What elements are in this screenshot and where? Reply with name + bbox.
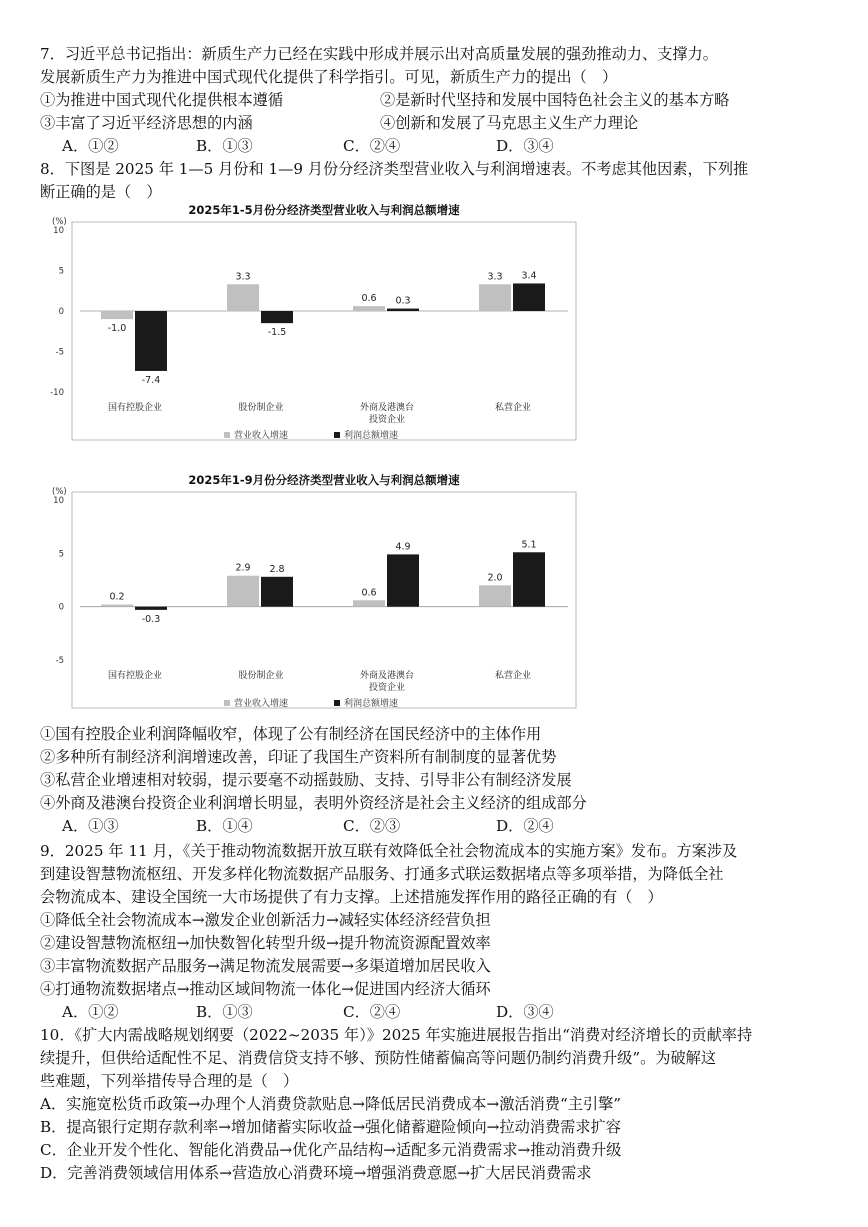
chart0-legend-swatch-0 (224, 432, 230, 438)
q7-option-b[interactable]: B．①③ (196, 137, 253, 155)
chart0-y-tick-0: 10 (53, 226, 64, 236)
chart0-x-tick-1: 股份制企业 (238, 403, 284, 413)
chart0-data-label-0-2: 0.6 (361, 293, 377, 305)
chart1-data-label-0-0: 0.2 (109, 591, 125, 603)
chart0-x-tick-0: 国有控股企业 (107, 403, 163, 413)
q10-stem-line-2: 续提升，但供给适配性不足、消费信贷支持不够、预防性储蓄偏高等问题仍制约消费升级”。为破解这 (40, 1049, 717, 1067)
q10-stem-line-1: 10．《扩大内需战略规划纲要（2022~2035 年）》2025 年实施进展报告指出“消费对经济增长的贡献率持 (40, 1026, 753, 1044)
chart0-bar-0-1 (227, 284, 259, 311)
chart1-legend-swatch-1 (334, 700, 340, 706)
chart1-bar-1-1 (261, 577, 293, 607)
q10-option-c[interactable]: C．企业开发个性化、智能化消费品→优化产品结构→适配多元消费需求→推动消费升级 (40, 1141, 622, 1159)
q9-stem-line-3: 会物流成本、建设全国统一大市场提供了有力支撑。上述措施发挥作用的路径正确的有（ ） (40, 888, 663, 906)
chart1-legend-swatch-0 (224, 700, 230, 706)
q9-option-a[interactable]: A．①② (62, 1003, 119, 1021)
chart0-x-tick-3: 私营企业 (494, 403, 532, 413)
chart0-data-label-1-0: -7.4 (141, 374, 161, 386)
q10-option-a[interactable]: A．实施宽松货币政策→办理个人消费贷款贴息→降低居民消费成本→激活消费“主引擎” (40, 1095, 622, 1113)
chart1-x-tick-3: 私营企业 (494, 671, 532, 681)
chart1-bar-0-2 (353, 600, 385, 606)
chart1-y-tick-3: -5 (55, 656, 64, 666)
q8-option-a[interactable]: A．①③ (62, 817, 119, 835)
chart0-bar-0-0 (101, 311, 133, 319)
chart0-data-label-0-0: -1.0 (107, 323, 127, 335)
chart-jan-may (40, 200, 580, 456)
q7-statement-1: ①为推进中国式现代化提供根本遵循 (40, 91, 283, 109)
chart0-y-tick-2: 0 (58, 307, 64, 317)
chart0-y-tick-3: -5 (55, 347, 64, 358)
chart0-title: 2025年1-5月份分经济类型营业收入与利润总额增速 (188, 203, 460, 217)
chart0-y-unit-label: (%) (52, 217, 67, 227)
chart1-x-tick-2: 外商及港澳台 (359, 671, 415, 681)
chart1-x-tick-0: 国有控股企业 (107, 671, 163, 681)
chart0-data-label-0-3: 3.3 (487, 271, 503, 283)
chart1-bar-0-3 (479, 585, 511, 606)
q7-stem-line-2: 发展新质生产力为推进中国式现代化提供了科学指引。可见，新质生产力的提出（ ） (40, 68, 618, 86)
chart1-title: 2025年1-9月份分经济类型营业收入与利润总额增速 (188, 473, 460, 487)
chart1-legend-label-0: 营业收入增速 (234, 699, 289, 709)
chart1-y-tick-0: 10 (53, 496, 64, 506)
chart0-data-label-1-2: 0.3 (395, 295, 411, 307)
q9-statement-1: ①降低全社会物流成本→激发企业创新活力→减轻实体经济经营负担 (40, 911, 491, 929)
q8-option-b[interactable]: B．①④ (196, 817, 253, 835)
chart0-x-tick-line2-2: 投资企业 (368, 415, 406, 425)
chart1-bar-1-3 (513, 552, 545, 606)
q9-stem-line-1: 9．2025 年 11 月，《关于推动物流数据开放互联有效降低全社会物流成本的实施方案》发布。方案涉及 (40, 842, 738, 860)
q9-statement-3: ③丰富物流数据产品服务→满足物流发展需要→多渠道增加居民收入 (40, 957, 491, 975)
q8-statement-3: ③私营企业增速相对较弱，提示要毫不动摇鼓励、支持、引导非公有制经济发展 (40, 771, 572, 789)
chart0-y-tick-4: -10 (50, 388, 64, 398)
q7-stem-line-1: 7．习近平总书记指出：新质生产力已经在实践中形成并展示出对高质量发展的强劲推动力、支撑力。 (40, 45, 718, 63)
q7-option-c[interactable]: C．②④ (343, 137, 401, 155)
chart1-bar-1-2 (387, 554, 419, 606)
chart1-y-tick-2: 0 (58, 602, 64, 613)
q9-option-b[interactable]: B．①③ (196, 1003, 253, 1021)
chart1-bar-1-0 (135, 607, 167, 610)
chart1-data-label-0-2: 0.6 (361, 587, 377, 599)
chart0-data-label-0-1: 3.3 (235, 271, 251, 283)
chart0-bar-1-0 (135, 311, 167, 371)
q8-stem-line-1: 8．下图是 2025 年 1—5 月份和 1—9 月份分经济类型营业收入与利润增速表。不考虑其他因素，下列推 (40, 160, 749, 178)
q9-statement-4: ④打通物流数据堵点→推动区域间物流一体化→促进国内经济大循环 (40, 980, 491, 998)
q7-statement-3: ③丰富了习近平经济思想的内涵 (40, 114, 253, 132)
chart1-bar-0-0 (101, 605, 133, 607)
chart0-bar-1-1 (261, 311, 293, 323)
q9-option-c[interactable]: C．②④ (343, 1003, 401, 1021)
q9-stem-line-2: 到建设智慧物流枢纽、开发多样化物流数据产品服务、打通多式联运数据堵点等多项举措，为降低全社 (40, 865, 724, 883)
chart1-legend-label-1: 利润总额增速 (344, 699, 399, 709)
chart0-legend-label-1: 利润总额增速 (344, 431, 399, 441)
chart0-bar-1-2 (387, 309, 419, 311)
chart1-data-label-1-2: 4.9 (395, 541, 411, 553)
chart1-data-label-1-1: 2.8 (269, 563, 285, 575)
chart0-legend-swatch-1 (334, 432, 340, 438)
chart0-bar-0-2 (353, 306, 385, 311)
chart0-bar-1-3 (513, 283, 545, 311)
chart0-data-label-1-3: 3.4 (521, 270, 537, 282)
q10-option-d[interactable]: D．完善消费领域信用体系→营造放心消费环境→增强消费意愿→扩大居民消费需求 (40, 1164, 592, 1182)
chart1-y-unit-label: (%) (52, 487, 67, 497)
q8-statement-4: ④外商及港澳台投资企业利润增长明显，表明外资经济是社会主义经济的组成部分 (40, 794, 587, 812)
chart-jan-may-svg (40, 200, 580, 452)
chart0-y-tick-1: 5 (58, 266, 64, 277)
chart0-data-label-1-1: -1.5 (267, 327, 287, 339)
q7-option-a[interactable]: A．①② (62, 137, 119, 155)
q8-option-d[interactable]: D．②④ (496, 817, 554, 835)
chart1-y-tick-1: 5 (58, 549, 64, 560)
chart-jan-sep (40, 470, 580, 724)
q7-statement-2: ②是新时代坚持和发展中国特色社会主义的基本方略 (380, 91, 730, 109)
q7-statement-4: ④创新和发展了马克思主义生产力理论 (380, 114, 639, 132)
q10-stem-line-3: 些难题，下列举措传导合理的是（ ） (40, 1072, 299, 1090)
q8-option-c[interactable]: C．②③ (343, 817, 401, 835)
chart0-bar-0-3 (479, 284, 511, 311)
chart1-bar-0-1 (227, 576, 259, 607)
q9-statement-2: ②建设智慧物流枢纽→加快数智化转型升级→提升物流资源配置效率 (40, 934, 491, 952)
q10-option-b[interactable]: B．提高银行定期存款利率→增加储蓄实际收益→强化储蓄避险倾向→拉动消费需求扩容 (40, 1118, 621, 1136)
chart1-data-label-1-0: -0.3 (141, 613, 161, 625)
chart1-data-label-0-1: 2.9 (235, 562, 251, 574)
q8-stem-line-2: 断正确的是（ ） (40, 183, 162, 201)
chart1-data-label-1-3: 5.1 (521, 539, 537, 551)
q8-statement-2: ②多种所有制经济利润增速改善，印证了我国生产资料所有制制度的显著优势 (40, 748, 557, 766)
q9-option-d[interactable]: D．③④ (496, 1003, 554, 1021)
chart-jan-sep-svg (40, 470, 580, 720)
q8-statement-1: ①国有控股企业利润降幅收窄，体现了公有制经济在国民经济中的主体作用 (40, 725, 542, 743)
chart1-x-tick-line2-2: 投资企业 (368, 683, 406, 693)
chart0-legend-label-0: 营业收入增速 (234, 431, 289, 441)
chart1-x-tick-1: 股份制企业 (238, 671, 284, 681)
q7-option-d[interactable]: D．③④ (496, 137, 554, 155)
chart0-x-tick-2: 外商及港澳台 (359, 403, 415, 413)
chart1-data-label-0-3: 2.0 (487, 572, 503, 584)
